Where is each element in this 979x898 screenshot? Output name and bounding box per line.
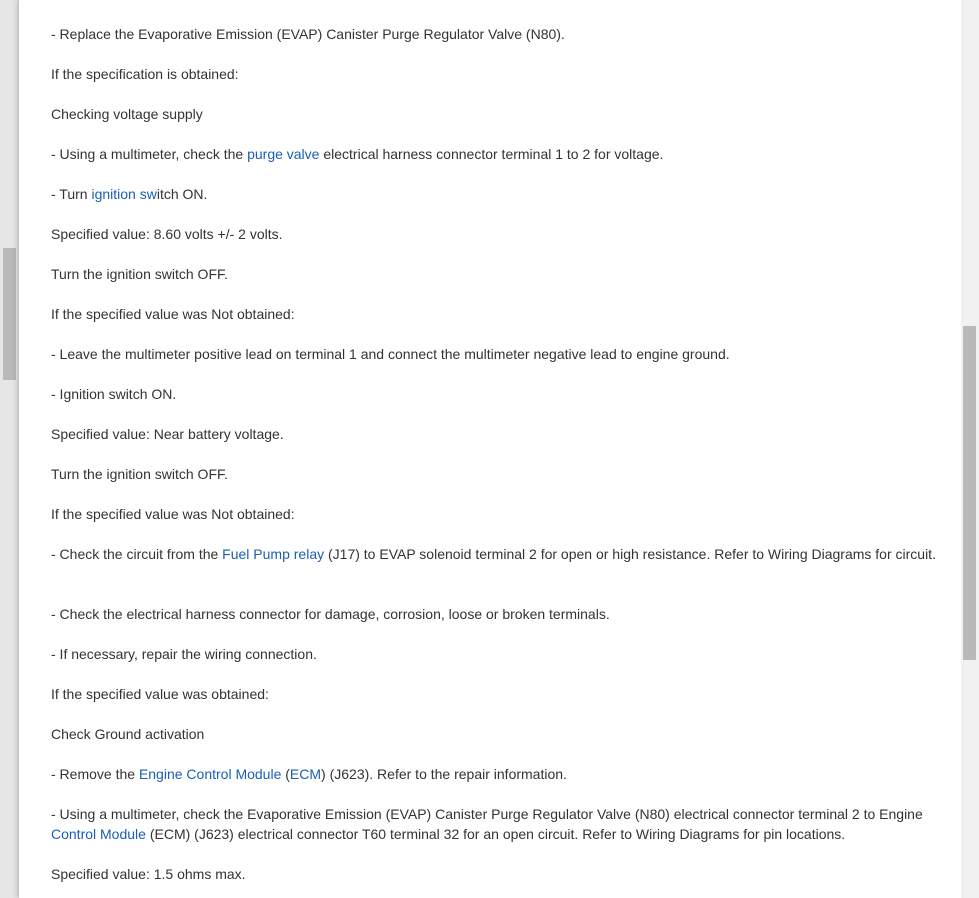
step-leave-multimeter: - Leave the multimeter positive lead on terminal 1 and connect the multimeter negative lead to engine ground. <box>51 346 730 362</box>
section-heading-voltage-supply: Checking voltage supply <box>51 106 203 122</box>
condition-obtained: If the specified value was obtained: <box>51 686 269 702</box>
condition-not-obtained-2: If the specified value was Not obtained: <box>51 506 295 522</box>
step-replace-valve: - Replace the Evaporative Emission (EVAP) Canister Purge Regulator Valve (N80). <box>51 26 565 42</box>
step-check-harness: - Check the electrical harness connector for damage, corrosion, loose or broken terminals. <box>51 606 610 622</box>
condition-not-obtained: If the specified value was Not obtained: <box>51 306 295 322</box>
step-remove-ecm: - Remove the Engine Control Module (ECM) (J623). Refer to the repair information. <box>51 766 567 782</box>
right-scrollbar-thumb[interactable] <box>963 326 976 660</box>
step-turn-ignition-on: - Turn ignition switch ON. <box>51 186 208 202</box>
step-check-open-circuit: - Using a multimeter, check the Evaporative Emission (EVAP) Canister Purge Regulator Valve (N80) electrical connector terminal 2 to Engine Control Module (ECM) (J623) electrical connector T60 terminal 32 for an open circuit. Refer to Wiring Diagrams for pin locations. <box>51 806 923 842</box>
condition-spec-obtained: If the specification is obtained: <box>51 66 239 82</box>
step-ignition-on: - Ignition switch ON. <box>51 386 177 402</box>
step-ignition-off-2: Turn the ignition switch OFF. <box>51 466 228 482</box>
link-control-module[interactable]: Control Module <box>51 826 146 842</box>
spec-value-voltage: Specified value: 8.60 volts +/- 2 volts. <box>51 226 283 242</box>
step-check-fuel-pump-circuit: - Check the circuit from the Fuel Pump relay (J17) to EVAP solenoid terminal 2 for open or high resistance. Refer to Wiring Diagrams for circuit. <box>51 546 936 562</box>
left-scrollbar-thumb[interactable] <box>3 248 16 380</box>
step-ignition-off: Turn the ignition switch OFF. <box>51 266 228 282</box>
link-ignition-switch[interactable]: ignition sw <box>91 186 157 202</box>
left-scrollbar[interactable] <box>0 0 17 898</box>
link-purge-valve[interactable]: purge valve <box>247 146 320 162</box>
spec-value-ohms: Specified value: 1.5 ohms max. <box>51 866 246 882</box>
link-fuel-pump-relay[interactable]: Fuel Pump relay <box>222 546 325 562</box>
spec-value-battery: Specified value: Near battery voltage. <box>51 426 284 442</box>
link-engine-control-module[interactable]: Engine Control Module <box>138 766 282 782</box>
document-panel <box>18 0 963 898</box>
link-ecm[interactable]: ECM <box>289 766 322 782</box>
step-check-purge-valve-voltage: - Using a multimeter, check the purge valve electrical harness connector terminal 1 to 2 for voltage. <box>51 146 664 162</box>
step-repair-wiring: - If necessary, repair the wiring connection. <box>51 646 317 662</box>
section-heading-ground-activation: Check Ground activation <box>51 726 205 742</box>
